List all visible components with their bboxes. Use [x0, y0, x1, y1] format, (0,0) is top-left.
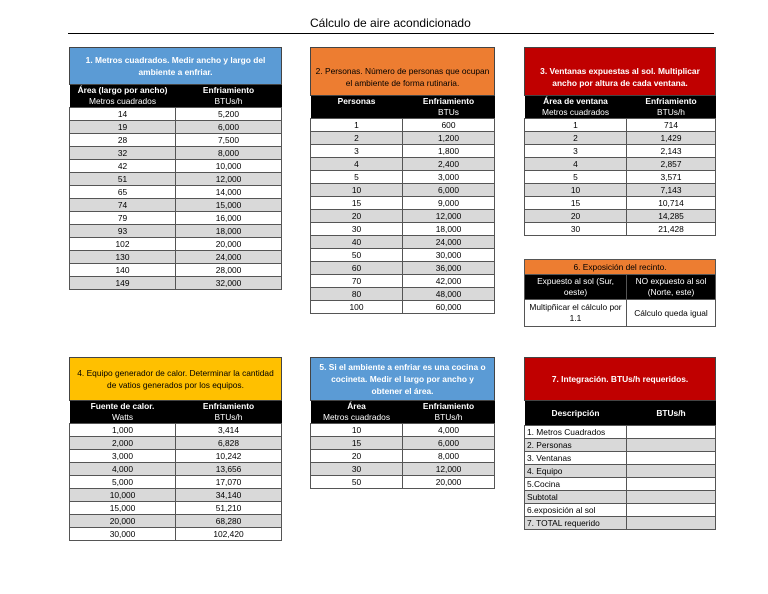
- table-square-meters: [69, 47, 282, 290]
- table-cell: 30: [311, 223, 403, 236]
- table-row: [70, 212, 282, 225]
- table-cell: 2,857: [627, 158, 716, 171]
- table-row: [311, 210, 495, 223]
- table-cell: 10,000: [176, 160, 282, 173]
- table-row: [525, 184, 716, 197]
- table-integration: [524, 357, 716, 530]
- table-row: [70, 437, 282, 450]
- table-cell: 102: [70, 238, 176, 251]
- col-header: Área (largo por ancho): [70, 85, 176, 97]
- table-cell: 18,000: [403, 223, 495, 236]
- table-row: [311, 463, 495, 476]
- table-cell: 51,210: [176, 502, 282, 515]
- table-cell: 3,414: [176, 424, 282, 437]
- table-row: [525, 223, 716, 236]
- table-cell: 10,714: [627, 197, 716, 210]
- col-header: BTUs/h: [627, 401, 716, 426]
- table-cell: 149: [70, 277, 176, 290]
- table-cell: 714: [627, 119, 716, 132]
- table-cell: 30: [311, 463, 403, 476]
- table-cell: 10,242: [176, 450, 282, 463]
- table-cell: 6,828: [176, 437, 282, 450]
- table-cell: 102,420: [176, 528, 282, 541]
- col-subheader: BTUs/h: [176, 96, 282, 108]
- table-cell: 42,000: [403, 275, 495, 288]
- col-header: Personas: [311, 96, 403, 108]
- table-row: [311, 450, 495, 463]
- table-cell: 65: [70, 186, 176, 199]
- table-row: [311, 119, 495, 132]
- table-row: [311, 197, 495, 210]
- table-cell: 14,000: [176, 186, 282, 199]
- table-cell: 32,000: [176, 277, 282, 290]
- table-cell: 60: [311, 262, 403, 275]
- table-cell: 15: [311, 437, 403, 450]
- table-cell: 20,000: [70, 515, 176, 528]
- table-row: [311, 236, 495, 249]
- table-row: [70, 186, 282, 199]
- table-cell: 1,800: [403, 145, 495, 158]
- table-row: [525, 465, 716, 478]
- table-row: [70, 121, 282, 134]
- table-cell: 15,000: [176, 199, 282, 212]
- table-cell: 3,571: [627, 171, 716, 184]
- table-cell: 5: [311, 171, 403, 184]
- table-cell: 60,000: [403, 301, 495, 314]
- table-cell: 5,200: [176, 108, 282, 121]
- col-header: Enfriamiento: [627, 96, 716, 108]
- table-cell: 19: [70, 121, 176, 134]
- table-row: [70, 476, 282, 489]
- table-row: [70, 251, 282, 264]
- table-cell: Multipñicar el cálculo por 1.1: [525, 300, 627, 327]
- table-row: [525, 171, 716, 184]
- table-header: 7. Integración. BTUs/h requeridos.: [525, 358, 716, 401]
- col-header: Enfriamiento: [176, 401, 282, 413]
- table-header: 2. Personas. Número de personas que ocupan el ambiente de forma rutinaria.: [311, 48, 495, 96]
- table-row: [525, 504, 716, 517]
- col-header: Enfriamiento: [403, 401, 495, 413]
- table-cell: 14,285: [627, 210, 716, 223]
- table-row: [525, 478, 716, 491]
- table-cell: 24,000: [403, 236, 495, 249]
- table-windows: [524, 47, 716, 236]
- table-cell-value: [627, 478, 716, 491]
- table-cell: 20,000: [176, 238, 282, 251]
- table-row: [70, 173, 282, 186]
- table-heat-equipment: [69, 357, 282, 541]
- table-cell: 100: [311, 301, 403, 314]
- table-cell: 42: [70, 160, 176, 173]
- page-title: Cálculo de aire acondicionado: [310, 16, 471, 30]
- table-cell: 28,000: [176, 264, 282, 277]
- table-cell: 1,000: [70, 424, 176, 437]
- table-cell: 3: [525, 145, 627, 158]
- table-row: [311, 171, 495, 184]
- table-cell: 1. Metros Cuadrados: [525, 426, 627, 439]
- table-cell: 4. Equipo: [525, 465, 627, 478]
- table-header: 3. Ventanas expuestas al sol. Multiplicar ancho por altura de cada ventana.: [525, 48, 716, 96]
- col-subheader: [311, 107, 403, 119]
- table-cell: 4,000: [70, 463, 176, 476]
- col-subheader: BTUs/h: [176, 412, 282, 424]
- table-cell: 12,000: [176, 173, 282, 186]
- table-cell: 12,000: [403, 463, 495, 476]
- table-row: [311, 275, 495, 288]
- table-row: [311, 476, 495, 489]
- table-cell: 10,000: [70, 489, 176, 502]
- table-cell: 20,000: [403, 476, 495, 489]
- table-cell: 2. Personas: [525, 439, 627, 452]
- table-row: [311, 301, 495, 314]
- table-exposure: [524, 259, 716, 327]
- table-cell: 93: [70, 225, 176, 238]
- col-header: NO expuesto al sol (Norte, este): [627, 275, 716, 300]
- table-cell: 1: [525, 119, 627, 132]
- table-cell: 8,000: [176, 147, 282, 160]
- table-cell: 68,280: [176, 515, 282, 528]
- table-cell: 1: [311, 119, 403, 132]
- table-row: [70, 225, 282, 238]
- table-cell: 2,143: [627, 145, 716, 158]
- table-cell: 30: [525, 223, 627, 236]
- table-row: [525, 158, 716, 171]
- col-header: Descripción: [525, 401, 627, 426]
- col-header: Fuente de calor.: [70, 401, 176, 413]
- table-row: [311, 223, 495, 236]
- table-cell: 74: [70, 199, 176, 212]
- col-subheader: Metros cuadrados: [70, 96, 176, 108]
- table-row: [70, 160, 282, 173]
- table-cell: 4,000: [403, 424, 495, 437]
- table-cell: 20: [311, 210, 403, 223]
- table-cell: 7,500: [176, 134, 282, 147]
- table-row: [70, 264, 282, 277]
- table-row: [525, 439, 716, 452]
- table-cell-value: [627, 517, 716, 530]
- table-cell-value: [627, 504, 716, 517]
- table-row: [525, 132, 716, 145]
- table-row: [311, 424, 495, 437]
- table-cell: 6,000: [403, 184, 495, 197]
- col-subheader: Metros cuadrados: [311, 412, 403, 424]
- table-cell: 5: [525, 171, 627, 184]
- table-cell: 600: [403, 119, 495, 132]
- table-cell: 1,429: [627, 132, 716, 145]
- table-row: [70, 134, 282, 147]
- table-row: [70, 463, 282, 476]
- table-cell: 21,428: [627, 223, 716, 236]
- table-cell: 140: [70, 264, 176, 277]
- table-cell: 36,000: [403, 262, 495, 275]
- table-cell: 80: [311, 288, 403, 301]
- table-row: [70, 450, 282, 463]
- table-cell: 15: [311, 197, 403, 210]
- table-cell-value: [627, 439, 716, 452]
- table-cell: 7. TOTAL requerido: [525, 517, 627, 530]
- table-cell: 16,000: [176, 212, 282, 225]
- table-cell: 10: [525, 184, 627, 197]
- table-cell: 6.exposición al sol: [525, 504, 627, 517]
- table-cell: 8,000: [403, 450, 495, 463]
- table-row: [525, 517, 716, 530]
- table-row: [525, 197, 716, 210]
- table-cell: 30,000: [70, 528, 176, 541]
- table-cell: 30,000: [403, 249, 495, 262]
- table-cell: 18,000: [176, 225, 282, 238]
- table-cell: 3,000: [70, 450, 176, 463]
- table-cell: 1,200: [403, 132, 495, 145]
- table-row: [70, 238, 282, 251]
- table-cell: 5,000: [70, 476, 176, 489]
- table-cell: 9,000: [403, 197, 495, 210]
- col-subheader: BTUs/h: [627, 107, 716, 119]
- table-row: [311, 262, 495, 275]
- table-header: 4. Equipo generador de calor. Determinar la cantidad de vatios generados por los equipos.: [70, 358, 282, 401]
- table-row: [70, 108, 282, 121]
- col-header: Área: [311, 401, 403, 413]
- table-cell: 10: [311, 424, 403, 437]
- table-cell: 4: [311, 158, 403, 171]
- table-cell: 20: [525, 210, 627, 223]
- table-cell: 48,000: [403, 288, 495, 301]
- table-row: [525, 491, 716, 504]
- table-header: 5. Si el ambiente a enfriar es una cocina o cocineta. Medir el largo por ancho y obtener el área.: [311, 358, 495, 401]
- table-cell: 20: [311, 450, 403, 463]
- table-row: [311, 145, 495, 158]
- table-row: [70, 147, 282, 160]
- table-cell: 6,000: [403, 437, 495, 450]
- table-cell: 130: [70, 251, 176, 264]
- table-people: [310, 47, 495, 314]
- table-row: [525, 210, 716, 223]
- col-header: Expuesto al sol (Sur, oeste): [525, 275, 627, 300]
- table-cell: 34,140: [176, 489, 282, 502]
- table-cell: 32: [70, 147, 176, 160]
- table-cell: 14: [70, 108, 176, 121]
- table-row: [311, 158, 495, 171]
- table-cell: 3,000: [403, 171, 495, 184]
- table-cell: 2,000: [70, 437, 176, 450]
- table-row: [70, 199, 282, 212]
- table-row: [311, 184, 495, 197]
- table-cell: 6,000: [176, 121, 282, 134]
- table-row: [525, 119, 716, 132]
- table-cell: 79: [70, 212, 176, 225]
- table-cell: 28: [70, 134, 176, 147]
- table-cell: 13,656: [176, 463, 282, 476]
- table-cell: 50: [311, 476, 403, 489]
- table-cell: 2: [311, 132, 403, 145]
- col-subheader: BTUs: [403, 107, 495, 119]
- table-row: [70, 489, 282, 502]
- table-cell-value: [627, 465, 716, 478]
- table-cell: 7,143: [627, 184, 716, 197]
- col-subheader: BTUs/h: [403, 412, 495, 424]
- table-row: [311, 249, 495, 262]
- col-header: Área de ventana: [525, 96, 627, 108]
- table-cell: 5.Cocina: [525, 478, 627, 491]
- table-row: [311, 132, 495, 145]
- col-subheader: Watts: [70, 412, 176, 424]
- table-cell: 10: [311, 184, 403, 197]
- table-cell-value: [627, 426, 716, 439]
- table-row: [311, 288, 495, 301]
- table-cell-value: [627, 491, 716, 504]
- table-row: [70, 424, 282, 437]
- table-cell: 40: [311, 236, 403, 249]
- table-cell: 12,000: [403, 210, 495, 223]
- col-subheader: Metros cuadrados: [525, 107, 627, 119]
- title-divider: [68, 33, 714, 34]
- table-cell: 51: [70, 173, 176, 186]
- table-row: [525, 145, 716, 158]
- col-header: Enfriamiento: [176, 85, 282, 97]
- table-row: [525, 452, 716, 465]
- table-cell: 15: [525, 197, 627, 210]
- table-cell: 50: [311, 249, 403, 262]
- table-cell-value: [627, 452, 716, 465]
- table-cell: 24,000: [176, 251, 282, 264]
- table-row: [70, 502, 282, 515]
- table-cell: Cálculo queda igual: [627, 300, 716, 327]
- table-header: 1. Metros cuadrados. Medir ancho y largo del ambiente a enfriar.: [70, 48, 282, 85]
- table-cell: 15,000: [70, 502, 176, 515]
- table-cell: Subtotal: [525, 491, 627, 504]
- table-row: [525, 426, 716, 439]
- table-cell: 2: [525, 132, 627, 145]
- table-cell: 17,070: [176, 476, 282, 489]
- table-cell: 3. Ventanas: [525, 452, 627, 465]
- table-cell: 70: [311, 275, 403, 288]
- table-row: [70, 515, 282, 528]
- table-kitchen: [310, 357, 495, 489]
- table-header: 6. Exposición del recinto.: [525, 260, 716, 275]
- table-cell: 2,400: [403, 158, 495, 171]
- table-cell: 3: [311, 145, 403, 158]
- table-row: [70, 277, 282, 290]
- table-cell: 4: [525, 158, 627, 171]
- table-row: [311, 437, 495, 450]
- col-header: Enfriamiento: [403, 96, 495, 108]
- table-row: [70, 528, 282, 541]
